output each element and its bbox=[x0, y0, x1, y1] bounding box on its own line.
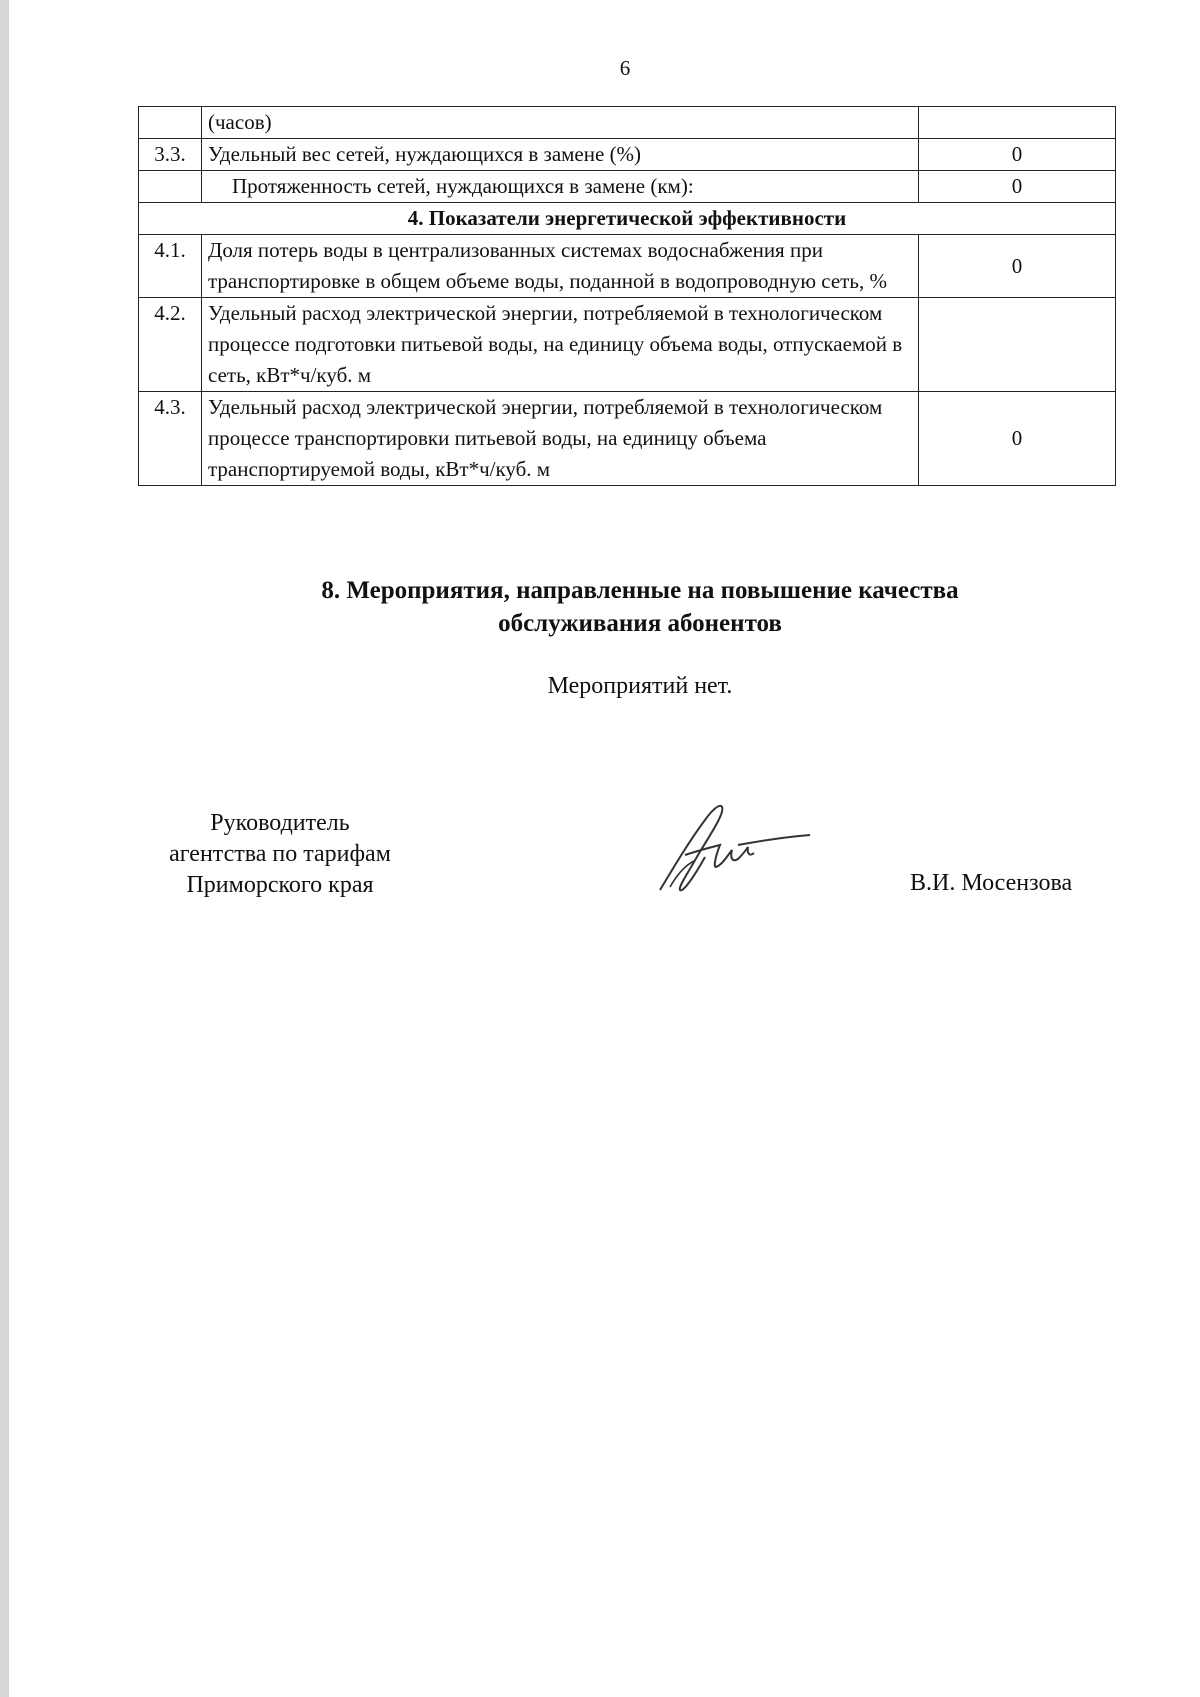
table-row bbox=[139, 171, 1116, 203]
row-number: 4.1. bbox=[139, 235, 202, 298]
scan-edge bbox=[0, 0, 9, 1697]
table-row bbox=[139, 235, 1116, 298]
row-value: 0 bbox=[919, 171, 1116, 203]
row-number: 4.3. bbox=[139, 392, 202, 486]
table-row bbox=[139, 139, 1116, 171]
row-description: Удельный расход электрической энергии, потребляемой в технологическом процессе подготовки питьевой воды, на единицу объема воды, отпускаемой в сеть, кВт*ч/куб. м bbox=[202, 298, 919, 392]
signer-position bbox=[120, 808, 440, 901]
row-value: 0 bbox=[919, 235, 1116, 298]
signer-position-line: Руководитель bbox=[210, 810, 350, 836]
row-description: Удельный вес сетей, нуждающихся в замене (%) bbox=[202, 139, 919, 171]
row-number bbox=[139, 107, 202, 139]
table-section-row bbox=[139, 203, 1116, 235]
indicators-table bbox=[138, 106, 1116, 486]
row-value bbox=[919, 298, 1116, 392]
signer-position-line: агентства по тарифам bbox=[169, 841, 391, 867]
row-value bbox=[919, 107, 1116, 139]
row-number: 3.3. bbox=[139, 139, 202, 171]
section-title-line: обслуживания абонентов bbox=[498, 610, 782, 637]
section-title bbox=[160, 574, 1120, 640]
row-description: Протяженность сетей, нуждающихся в замене (км): bbox=[202, 171, 919, 203]
table-row bbox=[139, 107, 1116, 139]
row-number: 4.2. bbox=[139, 298, 202, 392]
table-row bbox=[139, 392, 1116, 486]
page-number: 6 bbox=[619, 56, 631, 80]
row-description: Удельный расход электрической энергии, потребляемой в технологическом процессе транспортировки питьевой воды, на единицу объема транспортируемой воды, кВт*ч/куб. м bbox=[202, 392, 919, 486]
row-description: Доля потерь воды в централизованных системах водоснабжения при транспортировке в общем объеме воды, поданной в водопроводную сеть, % bbox=[202, 235, 919, 298]
section-title-line: 8. Мероприятия, направленные на повышение качества bbox=[321, 577, 959, 604]
signer-name: В.И. Мосензова bbox=[910, 870, 1073, 896]
row-value: 0 bbox=[919, 139, 1116, 171]
row-number bbox=[139, 171, 202, 203]
signer-position-line: Приморского края bbox=[186, 872, 374, 898]
section-body-text: Мероприятий нет. bbox=[547, 673, 733, 699]
section-heading: 4. Показатели энергетической эффективности bbox=[139, 203, 1116, 235]
handwritten-signature bbox=[650, 795, 820, 905]
table-row bbox=[139, 298, 1116, 392]
row-value: 0 bbox=[919, 392, 1116, 486]
row-description: (часов) bbox=[202, 107, 919, 139]
